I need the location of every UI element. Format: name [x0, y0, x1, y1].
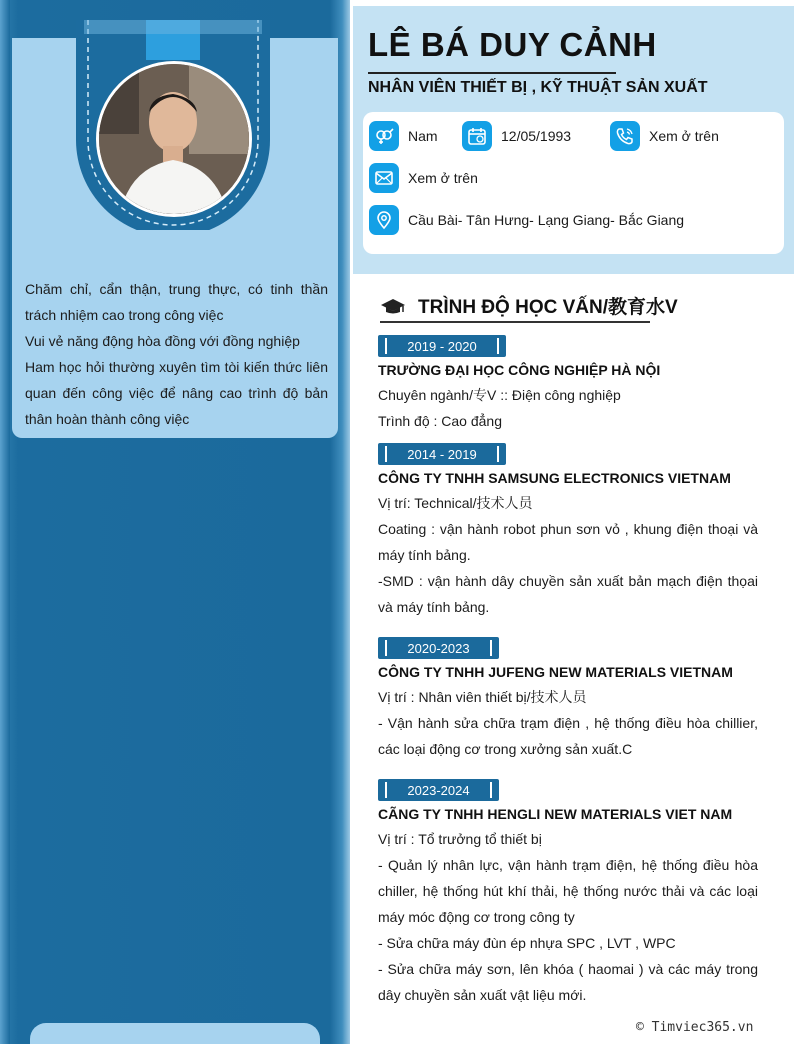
candidate-name: LÊ BÁ DUY CẢNH	[368, 26, 657, 63]
entry-line: Vị trí: Technical/技术人员	[378, 495, 533, 511]
experience-entry	[378, 468, 758, 620]
entry-line: Chuyên ngành/专V :: Điện công nghiệp	[378, 387, 621, 403]
contact-email	[369, 163, 478, 193]
gender-value: Nam	[408, 128, 438, 144]
entry-line: - Sửa chữa máy sơn, lên khóa ( haomai ) và các máy trong dây chuyền sản xuất vật liệu mới.	[378, 961, 758, 1003]
entry-line: - Quản lý nhân lực, vận hành trạm điện, hệ thống điều hòa chiller, hệ thống hút khí thải, hệ thống nước thải và các loại máy móc động cơ trong công ty	[378, 857, 758, 925]
period-badge: 2019 - 2020	[378, 335, 506, 357]
sidebar-edge	[0, 0, 10, 1044]
address-value: Cầu Bài- Tân Hưng- Lạng Giang- Bắc Giang	[408, 212, 685, 228]
education-entry	[378, 360, 758, 434]
entry-line: - Vận hành sửa chữa trạm điện , hệ thống điều hòa chillier, các loại động cơ trong xưởng sản xuất.C	[378, 715, 758, 757]
summary-line: Vui vẻ năng động hòa đồng với đồng nghiệp	[25, 333, 300, 349]
phone-icon	[610, 121, 640, 151]
entry-org: CÔNG TY TNHH SAMSUNG ELECTRONICS VIETNAM	[378, 470, 731, 486]
period-badge: 2020-2023	[378, 637, 499, 659]
education-heading	[380, 292, 678, 319]
entry-line: -SMD : vận hành dây chuyền sản xuất bản mạch điện thọai và máy tính bảng.	[378, 573, 758, 615]
experience-entry	[378, 662, 758, 762]
mail-icon	[369, 163, 399, 193]
education-title: TRÌNH ĐỘ HỌC VẤN/教育水V	[418, 297, 678, 318]
entry-line: Vị trí : Nhân viên thiết bị/技术人员	[378, 689, 587, 705]
contact-gender	[369, 121, 438, 151]
contact-birthday	[462, 121, 571, 151]
period-badge: 2014 - 2019	[378, 443, 506, 465]
email-value: Xem ở trên	[408, 170, 478, 186]
experience-entry	[378, 804, 758, 1008]
contact-address	[369, 205, 684, 235]
entry-org: TRƯỜNG ĐẠI HỌC CÔNG NGHIỆP HÀ NỘI	[378, 362, 661, 378]
summary-line: Chăm chỉ, cẩn thận, trung thực, có tinh thần trách nhiệm cao trong công việc	[25, 281, 328, 323]
entry-line: Coating : vận hành robot phun sơn vỏ , khung điện thoại và máy tính bảng.	[378, 521, 758, 563]
calendar-icon	[462, 121, 492, 151]
education-divider	[380, 321, 650, 323]
avatar	[96, 61, 252, 217]
phone-value: Xem ở trên	[649, 128, 719, 144]
entry-line: - Sửa chữa máy đùn ép nhựa SPC , LVT , WPC	[378, 935, 676, 951]
period-badge: 2023-2024	[378, 779, 499, 801]
birthday-value: 12/05/1993	[501, 128, 572, 144]
entry-org: CÃNG TY TNHH HENGLI NEW MATERIALS VIET NAM	[378, 806, 733, 822]
sidebar-bottom-tab	[30, 1023, 320, 1044]
contact-phone	[610, 121, 719, 151]
name-divider	[368, 72, 616, 74]
summary-line: Ham học hỏi thường xuyên tìm tòi kiến thức liên quan đến công việc để nâng cao trình độ bản thân hoàn thành công việc	[25, 359, 328, 427]
job-title: NHÂN VIÊN THIẾT BỊ , KỸ THUẬT SẢN XUẤT	[368, 79, 708, 96]
entry-line: Vị trí : Tổ trưởng tổ thiết bị	[378, 831, 542, 847]
entry-line: Trình độ : Cao đẳng	[378, 413, 503, 429]
footer-watermark: © Timviec365.vn	[636, 1020, 754, 1035]
location-icon	[369, 205, 399, 235]
graduation-cap-icon	[380, 296, 406, 316]
gender-icon	[369, 121, 399, 151]
entry-org: CÔNG TY TNHH JUFENG NEW MATERIALS VIETNAM	[378, 664, 733, 680]
summary	[25, 276, 328, 432]
